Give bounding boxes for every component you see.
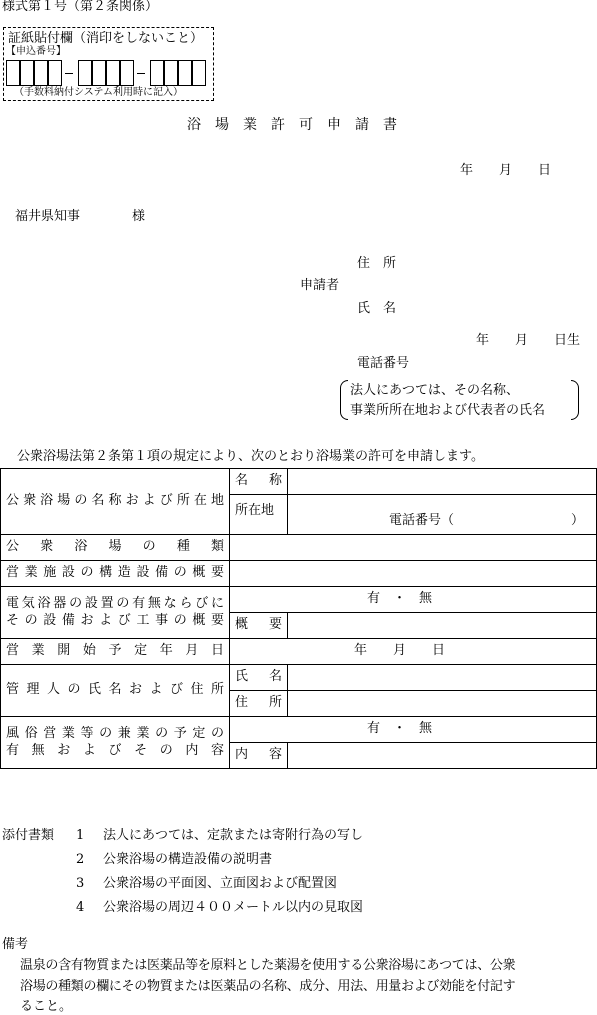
remarks-heading: 備考 (2, 937, 29, 952)
digit-box[interactable] (120, 60, 134, 86)
digit-box[interactable] (150, 60, 164, 86)
facility-location-field[interactable] (288, 495, 597, 535)
fuzoku-label-line1: 風俗営業等の兼業の予定の (6, 725, 224, 741)
birth-label: 年 月 日生 (476, 333, 581, 348)
attachment-num: 3 (76, 876, 85, 891)
stamp-note: （手数料納付システム利用時に記入） (14, 87, 183, 98)
application-number-label: 【申込番号】 (6, 46, 66, 57)
manager-name-label: 氏 名 (230, 665, 288, 691)
fuzoku-choice[interactable]: 有 ・ 無 (230, 717, 597, 743)
statement: 公衆浴場法第２条第１項の規定により、次のとおり浴場業の許可を申請します。 (17, 449, 484, 464)
manager-address-field[interactable] (288, 691, 597, 717)
form-number: 様式第１号（第２条関係） (2, 0, 159, 14)
manager-label: 管理人の氏名および住所 (1, 665, 230, 717)
bracket-right (571, 380, 579, 420)
attachment-text: 公衆浴場の周辺４００メートル以内の見取図 (103, 900, 364, 915)
content-field[interactable] (288, 743, 597, 769)
digit-box[interactable] (20, 60, 34, 86)
start-date-field[interactable]: 年 月 日 (230, 639, 597, 665)
attachment-text: 公衆浴場の構造設備の説明書 (103, 852, 273, 867)
fuzoku-label-line2: 有無およびその内容 (6, 742, 224, 758)
date-line: 年 月 日 (460, 163, 552, 178)
digit-box[interactable] (178, 60, 192, 86)
attachment-num: 4 (76, 900, 85, 915)
address-label: 住 所 (357, 256, 397, 271)
digit-box[interactable] (48, 60, 62, 86)
attachments-heading: 添付書類 (2, 828, 55, 843)
digit-box[interactable] (78, 60, 92, 86)
digit-box[interactable] (92, 60, 106, 86)
manager-name-field[interactable] (288, 665, 597, 691)
page-title: 浴 場 業 許 可 申 請 書 (187, 117, 397, 133)
manager-address-label: 住 所 (230, 691, 288, 717)
facility-location-label: 所在地 (230, 495, 288, 535)
structure-field[interactable] (230, 561, 597, 587)
bracket-left (340, 380, 348, 420)
digit-box[interactable] (192, 60, 206, 86)
electric-bath-label (1, 587, 230, 639)
stamp-title: 証紙貼付欄（消印をしないこと） (8, 31, 204, 46)
attachment-num: 1 (76, 828, 85, 843)
remarks-line1: 温泉の含有物質または医薬品等を原料とした薬湯を使用する公衆浴場にあつては、公衆 (20, 958, 516, 973)
overview-field[interactable] (288, 613, 597, 639)
facility-name-label: 名 称 (230, 469, 288, 495)
electric-bath-label-line2: その設備および工事の概要 (6, 612, 224, 628)
phone-field-label: 電話番号（ ） (389, 513, 585, 529)
attachment-text: 法人にあつては、定款または寄附行為の写し (103, 828, 364, 843)
digit-box[interactable] (164, 60, 178, 86)
dash-divider (137, 73, 145, 74)
corp-note-line1: 法人にあつては、その名称、 (350, 383, 520, 398)
bath-type-label: 公衆浴場の種類 (1, 535, 230, 561)
facility-label: 公衆浴場の名称および所在地 (1, 469, 230, 535)
content-label: 内 容 (230, 743, 288, 769)
bath-type-field[interactable] (230, 535, 597, 561)
name-label: 氏 名 (357, 301, 397, 316)
digit-box[interactable] (6, 60, 20, 86)
dash-divider (65, 73, 73, 74)
fuzoku-label (1, 717, 230, 769)
remarks-line2: 浴場の種類の欄にその物質または医薬品の名称、成分、用法、用量および効能を付記す (20, 979, 516, 994)
electric-bath-choice[interactable]: 有 ・ 無 (230, 587, 597, 613)
overview-label: 概 要 (230, 613, 288, 639)
corp-note-line2: 事業所所在地および代表者の氏名 (350, 403, 546, 418)
applicant-label: 申請者 (300, 278, 340, 293)
application-table (0, 468, 597, 769)
facility-name-field[interactable] (288, 469, 597, 495)
phone-label: 電話番号 (357, 356, 410, 371)
electric-bath-label-line1: 電気浴器の設置の有無ならびに (6, 595, 224, 611)
remarks-line3: ること。 (20, 999, 73, 1014)
structure-label: 営業施設の構造設備の概要 (1, 561, 230, 587)
digit-box[interactable] (106, 60, 120, 86)
addressee: 福井県知事 様 (15, 209, 146, 224)
digit-box[interactable] (34, 60, 48, 86)
attachment-text: 公衆浴場の平面図、立面図および配置図 (103, 876, 338, 891)
start-date-label: 営業開始予定年月日 (1, 639, 230, 665)
attachment-num: 2 (76, 852, 85, 867)
